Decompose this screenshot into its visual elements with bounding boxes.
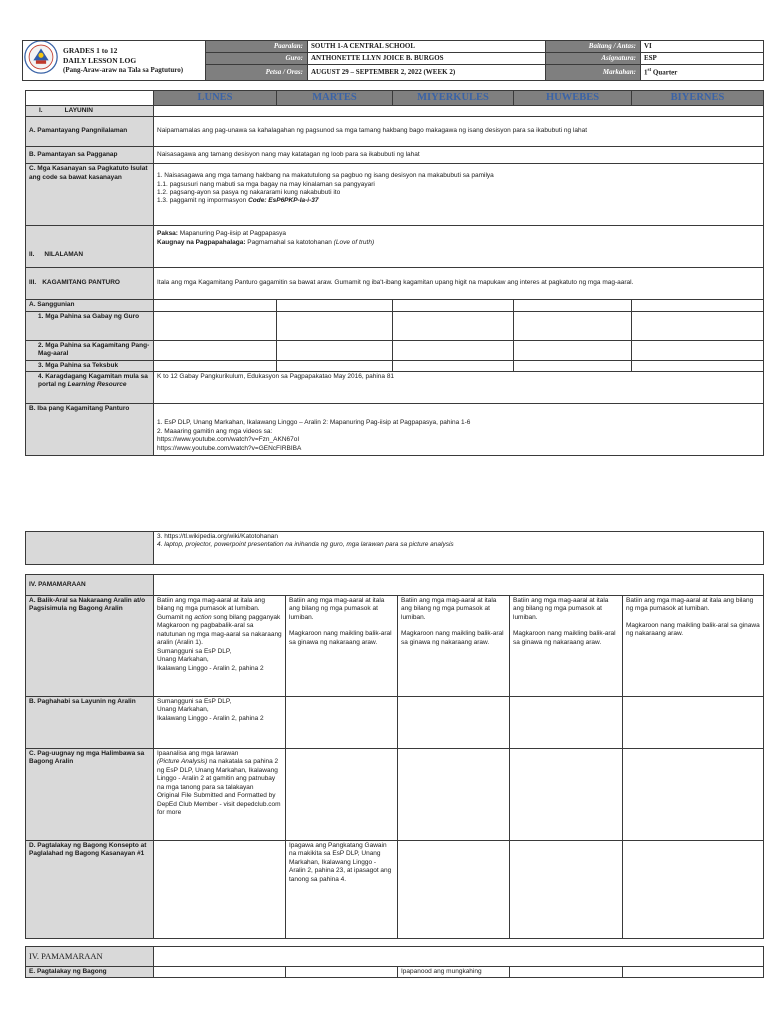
- day-header-miyerkules: MIYERKULES: [393, 91, 514, 106]
- pagtalakay-martes: Ipagawa ang Pangkatang Gawain na makikita sa EsP DLP, Unang Markahan, Ikalawang Linggo - Aralin 2, pahina 23, at ipasagot ang tanong sa pahina 4.: [286, 841, 398, 939]
- title-line-2: DAILY LESSON LOG: [63, 56, 137, 66]
- pamamaraan-table: [25, 574, 764, 939]
- pag-uugnay-label: C. Pag-uugnay ng mga Halimbawa sa Bagong Aralin: [26, 749, 154, 841]
- guro-label: Guro:: [206, 53, 308, 65]
- day-header-biyernes: BIYERNES: [632, 91, 764, 106]
- nilalaman-label: II. NILALAMAN: [26, 226, 154, 268]
- dll-title-block: [23, 41, 206, 81]
- pamantayang-pangnilalaman-text: Naipamamalas ang pag-unawa sa kahalagahan ng pagsunod sa mga tamang hakbang bago makagawa ng isang desisyon para sa ikabubuti ng lahat: [154, 117, 764, 147]
- title-line-1: GRADES 1 to 12: [63, 46, 118, 56]
- nilalaman-text: Paksa: Mapanuring Pag-iisip at Pagpapasya Kaugnay na Pagpapahalaga: Pagmamahal sa katotohanan (Love of truth): [154, 226, 764, 268]
- asignatura-value: ESP: [641, 53, 764, 65]
- teksbuk-label: 3. Mga Pahina sa Teksbuk: [26, 360, 154, 371]
- markahan-label: Markahan:: [546, 65, 641, 81]
- balik-aral-miyerkules: Batiin ang mga mag-aaral at itala ang bilang ng mga pumasok at lumiban. Magkaroon nang maikling balik-aral sa ginawa ng nakaraang araw.: [398, 596, 510, 697]
- balik-aral-martes: Batiin ang mga mag-aaral at itala ang bilang ng mga pumasok at lumiban. Magkaroon nang maikling balik-aral sa ginawa ng nakaraang araw.: [286, 596, 398, 697]
- paaralan-label: Paaralan:: [206, 41, 308, 53]
- pamantayan-sa-pagganap-label: B. Pamantayan sa Pagganap: [26, 147, 154, 164]
- pamantayan-sa-pagganap-text: Naisasagawa ang tamang desisyon nang may katatagan ng loob para sa ikabubuti ng lahat: [154, 147, 764, 164]
- layunin-heading: I. LAYUNIN: [26, 105, 154, 116]
- markahan-value: 1st Quarter: [641, 65, 764, 81]
- asignatura-label: Asignatura:: [546, 53, 641, 65]
- pamamaraan-heading-continued: IV. PAMAMARAAN: [26, 947, 154, 967]
- balik-aral-biyernes: Batiin ang mga mag-aaral at itala ang bilang ng mga pumasok at lumiban. Magkaroon nang maikling balik-aral sa ginawa ng nakaraang araw.: [623, 596, 764, 697]
- guro-value: ANTHONETTE LLYN JOICE B. BURGOS: [308, 53, 546, 65]
- karagdagang-kagamitan-label: 4. Karagdagang Kagamitan mula sa portal ng Learning Resource: [26, 371, 154, 403]
- paghahabi-lunes: Sumangguni sa EsP DLP, Unang Markahan, Ikalawang Linggo - Aralin 2, pahina 2: [154, 697, 286, 749]
- sanggunian-label: A. Sanggunian: [26, 300, 154, 311]
- pag-uugnay-lunes: Ipaanalisa ang mga larawan (Picture Analysis) na nakatala sa pahina 2 ng EsP DLP, Unang Markahan, Ikalawang Linggo - Aralin 2 at gamitin ang patnubay na mga tanong para sa talakayan Original File Submitted and Formatted by DepEd Club Member - visit depedclub.com for more: [154, 749, 286, 841]
- title-line-3: (Pang-Araw-araw na Tala sa Pagtuturo): [63, 65, 184, 74]
- pamamaraan-heading: IV. PAMAMARAAN: [26, 575, 154, 596]
- gabay-ng-guro-label: 1. Mga Pahina sa Gabay ng Guro: [26, 311, 154, 340]
- iba-pang-kagamitan-continued: 3. https://tl.wikipedia.org/wiki/Katotohanan 4. laptop, projector, powerpoint presentation na inihanda ng guro, mga larawan para sa picture analysis: [154, 532, 764, 565]
- pamantayang-pangnilalaman-label: A. Pamantayang Pangnilalaman: [26, 117, 154, 147]
- karagdagang-kagamitan-text: K to 12 Gabay Pangkurikulum, Edukasyon sa Pagpapakatao May 2016, pahina 81: [154, 371, 764, 403]
- lesson-table-page-2-continued: [25, 531, 764, 565]
- balik-aral-huwebes: Batiin ang mga mag-aaral at itala ang bilang ng mga pumasok at lumiban. Magkaroon nang maikling balik-aral sa ginawa ng nakaraang araw.: [510, 596, 623, 697]
- pamamaraan-table-continued: [25, 946, 764, 978]
- kagamitang-panturo-text: Itala ang mga Kagamitang Panturo gagamitin sa bawat araw. Gumamit ng iba't-ibang kagamitan upang higit na mapukaw ang interes at pagkatuto ng mga mag-aaral.: [154, 268, 764, 300]
- baitang-value: VI: [641, 41, 764, 53]
- mga-kasanayan-label: C. Mga Kasanayan sa Pagkatuto Isulat ang code sa bawat kasanayan: [26, 164, 154, 226]
- petsa-label: Petsa / Oras:: [206, 65, 308, 81]
- mga-kasanayan-text: 1. Naisasagawa ang mga tamang hakbang na makatutulong sa pagbuo ng isang desisyon na makabubuti sa pamilya 1.1. pagsusuri nang mabuti sa mga bagay na may kinalaman sa pangyayari 1.2. pagsang-ayon sa pasya ng nakararami kung nakabubuti ito 1.3. paggamit ng impormasyon Code: EsP6PKP-Ia-i-37: [154, 164, 764, 226]
- pagtalakay-e-miyerkules: Ipapanood ang mungkahing: [398, 967, 510, 978]
- pagtalakay-e-label: E. Pagtalakay ng Bagong: [26, 967, 154, 978]
- balik-aral-lunes: Batiin ang mga mag-aaral at itala ang bilang ng mga pumasok at lumiban. Gumamit ng action song bilang pagganyak Magkaroon ng pagbabalik-aral sa natutunan ng mga mag-aaral sa nakaraang aralin (Aralin 1). Sumangguni sa EsP DLP, Unang Markahan, Ikalawang Linggo - Aralin 2, pahina 2: [154, 596, 286, 697]
- baitang-label: Baitang / Antas:: [546, 41, 641, 53]
- balik-aral-label: A. Balik-Aral sa Nakaraang Aralin at/o Pagsisimula ng Bagong Aralin: [26, 596, 154, 697]
- iba-pang-kagamitan-text: 1. EsP DLP, Unang Markahan, Ikalawang Linggo – Aralin 2: Mapanuring Pag-iisip at Pagpapasya, pahina 1-6 2. Maaaring gamitin ang mga videos sa: https://www.youtube.com/watch?v=Fzn_AKN67oI https://www.youtube.com/watch?v=GENcFIRBIBA: [154, 403, 764, 455]
- lesson-table-page-1: [25, 90, 764, 456]
- paghahabi-label: B. Paghahabi sa Layunin ng Aralin: [26, 697, 154, 749]
- day-header-martes: MARTES: [277, 91, 393, 106]
- header-table: [22, 40, 764, 81]
- kagamitang-panturo-label: III. KAGAMITANG PANTURO: [26, 268, 154, 300]
- pagtalakay-label: D. Pagtalakay ng Bagong Konsepto at Paglalahad ng Bagong Kasanayan #1: [26, 841, 154, 939]
- day-header-lunes: LUNES: [154, 91, 277, 106]
- kagamitang-mag-aaral-label: 2. Mga Pahina sa Kagamitang Pang-Mag-aaral: [26, 340, 154, 360]
- iba-pang-kagamitan-label: B. Iba pang Kagamitang Panturo: [26, 403, 154, 455]
- day-header-huwebes: HUWEBES: [514, 91, 632, 106]
- petsa-value: AUGUST 29 – SEPTEMBER 2, 2022 (WEEK 2): [308, 65, 546, 81]
- paaralan-value: SOUTH 1-A CENTRAL SCHOOL: [308, 41, 546, 53]
